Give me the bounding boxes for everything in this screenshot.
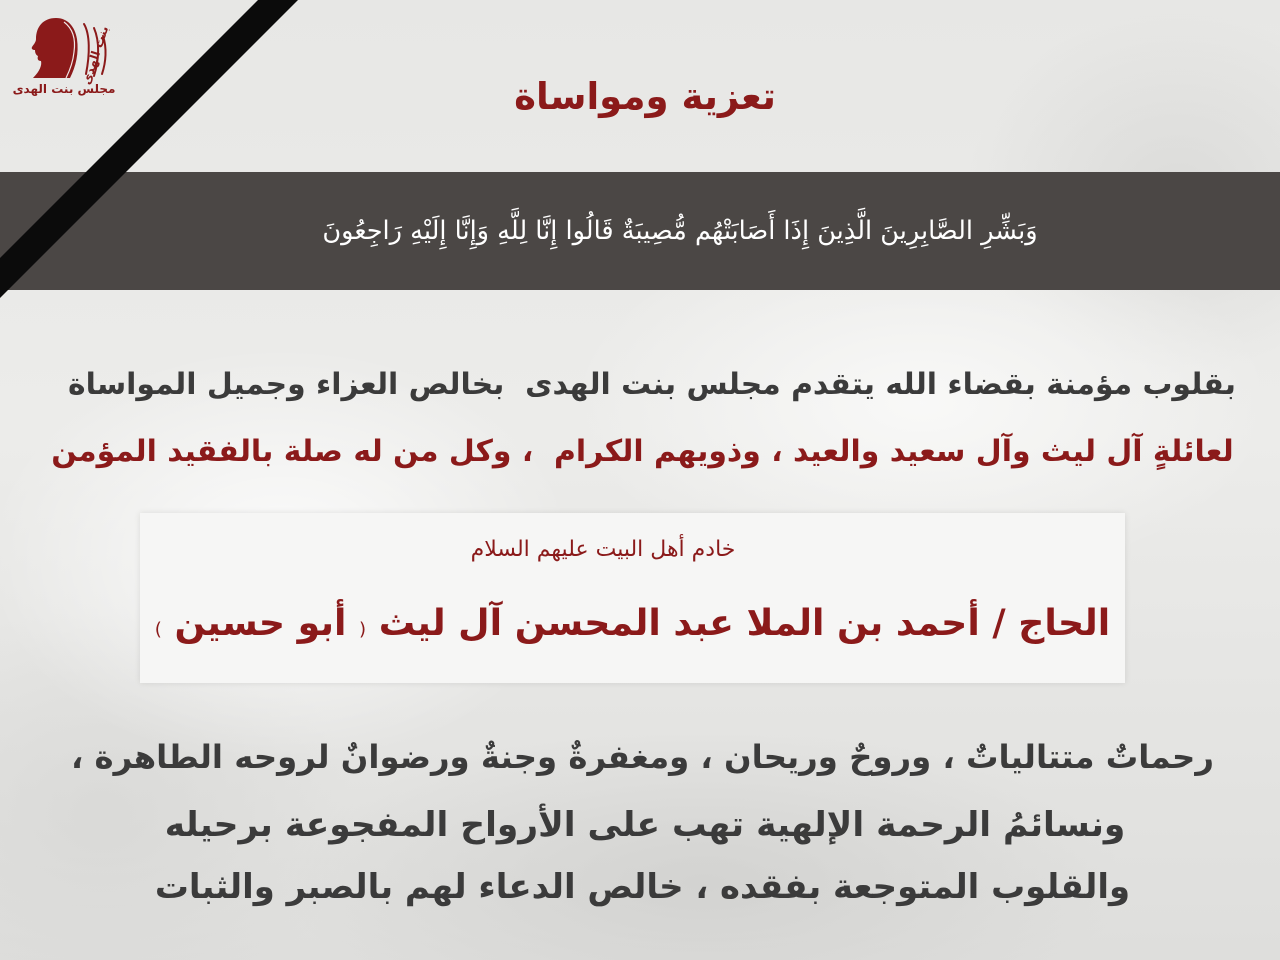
paren-close: ) (154, 619, 162, 640)
intro-line-2 (45, 425, 1240, 479)
intro-line-2-text: لعائلةٍ آل ليث وآل سعيد والعيد ، وذويهم الكرام ، وكل من له صلة بالفقيد المؤمن (51, 434, 1234, 469)
mourning-ribbon (0, 0, 300, 300)
closing-line-3 (150, 858, 1135, 916)
deceased-name-card (140, 513, 1125, 683)
logo-lettering: بنت الهدى (79, 24, 112, 87)
closing-line-2 (160, 796, 1130, 854)
paren-open: ( (359, 619, 367, 640)
closing-line-3-text: والقلوب المتوجعة بفقده ، خالص الدعاء لهم بالصبر والثبات (154, 867, 1131, 906)
quran-verse (315, 176, 1045, 286)
closing-line-1 (65, 728, 1220, 786)
intro-line-1 (62, 358, 1242, 412)
deceased-name (145, 585, 1120, 661)
logo-caption: مجلس بنت الهدى (12, 82, 116, 96)
card-subtitle (140, 533, 1066, 567)
closing-line-1-text: رحماتٌ متتالياتٌ ، وروحٌ وريحان ، ومغفرةٌ وجنةٌ ورضوانٌ لروحه الطاهرة ، (71, 738, 1214, 776)
deceased-name-text (155, 585, 1110, 661)
card-subtitle-text: خادم أهل البيت عليهم السلام (470, 537, 736, 562)
intro-line-1-text: بقلوب مؤمنة بقضاء الله يتقدم مجلس بنت الهدى بخالص العزاء وجميل المواساة (68, 367, 1236, 402)
page-title-text: تعزية ومواساة (514, 75, 776, 118)
kunya: أبو حسين (174, 601, 347, 644)
quran-verse-text: وَبَشِّرِ الصَّابِرِينَ الَّذِينَ إِذَا أَصَابَتْهُم مُّصِيبَةٌ قَالُوا إِنَّا لِلَّهِ وَإِنَّا إِلَيْهِ رَاجِعُونَ (322, 216, 1038, 246)
name-main: الحاج / أحمد بن الملا عبد المحسن آل ليث (378, 601, 1111, 644)
page-title (510, 70, 780, 124)
closing-line-2-text: ونسائمُ الرحمة الإلهية تهب على الأرواح المفجوعة برحيله (164, 805, 1126, 845)
